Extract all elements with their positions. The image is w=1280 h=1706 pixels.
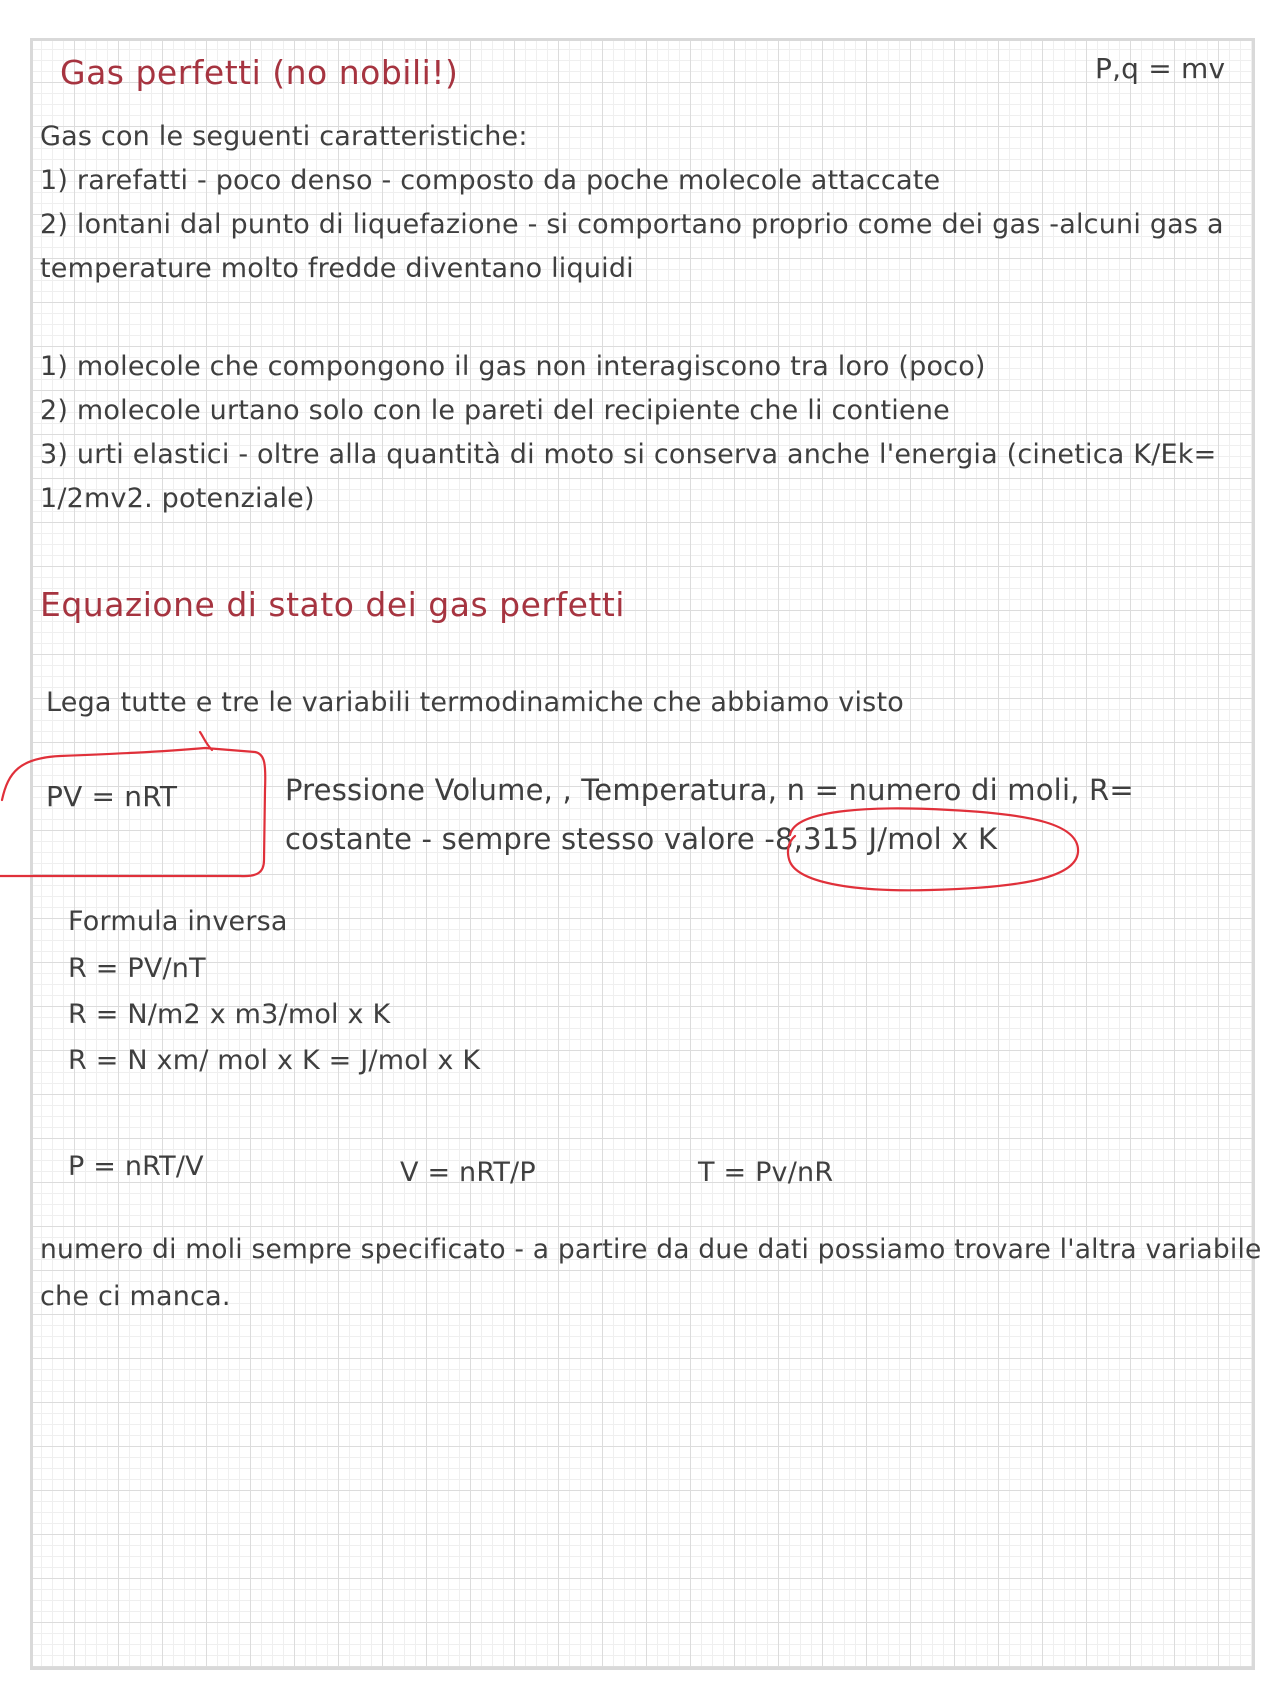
page-title: Gas perfetti (no nobili!)	[60, 53, 459, 92]
volume-formula: V = nRT/P	[400, 1157, 536, 1188]
conclusion-line-1: numero di moli sempre specificato - a partire da due dati possiamo trovare l'altra variabile	[40, 1234, 1262, 1265]
property-point-3-cont: 1/2mv2. potenziale)	[40, 483, 315, 514]
intro-point-2: 2) lontani dal punto di liquefazione - si comportano proprio come dei gas -alcuni gas a	[40, 209, 1224, 240]
property-point-1: 1) molecole che compongono il gas non interagiscono tra loro (poco)	[40, 351, 986, 382]
property-point-2: 2) molecole urtano solo con le pareti del recipiente che li contiene	[40, 395, 950, 426]
state-equation-subtitle: Lega tutte e tre le variabili termodinamiche che abbiamo visto	[46, 687, 904, 718]
conclusion-line-2: che ci manca.	[40, 1281, 231, 1312]
inverse-formula-heading: Formula inversa	[68, 906, 288, 937]
state-equation-title: Equazione di stato dei gas perfetti	[40, 585, 625, 624]
inverse-formula-line-2: R = N/m2 x m3/mol x K	[68, 999, 391, 1030]
momentum-formula: P,q = mv	[1095, 52, 1226, 85]
formula-description-line-2: costante - sempre stesso valore -8,315 J/mol x K	[285, 822, 998, 856]
inverse-formula-line-1: R = PV/nT	[68, 953, 206, 984]
pressure-formula: P = nRT/V	[68, 1151, 204, 1182]
intro-point-2-cont: temperature molto fredde diventano liquidi	[40, 253, 634, 284]
inverse-formula-line-3: R = N xm/ mol x K = J/mol x K	[68, 1045, 481, 1076]
property-point-3: 3) urti elastici - oltre alla quantità di moto si conserva anche l'energia (cinetica K/Ek=	[40, 439, 1217, 470]
formula-description-line-1: Pressione Volume, , Temperatura, n = numero di moli, R=	[285, 773, 1134, 807]
temperature-formula: T = Pv/nR	[698, 1157, 834, 1188]
intro-heading: Gas con le seguenti caratteristiche:	[40, 121, 528, 152]
intro-point-1: 1) rarefatti - poco denso - composto da poche molecole attaccate	[40, 165, 941, 196]
ideal-gas-formula: PV = nRT	[46, 780, 178, 813]
